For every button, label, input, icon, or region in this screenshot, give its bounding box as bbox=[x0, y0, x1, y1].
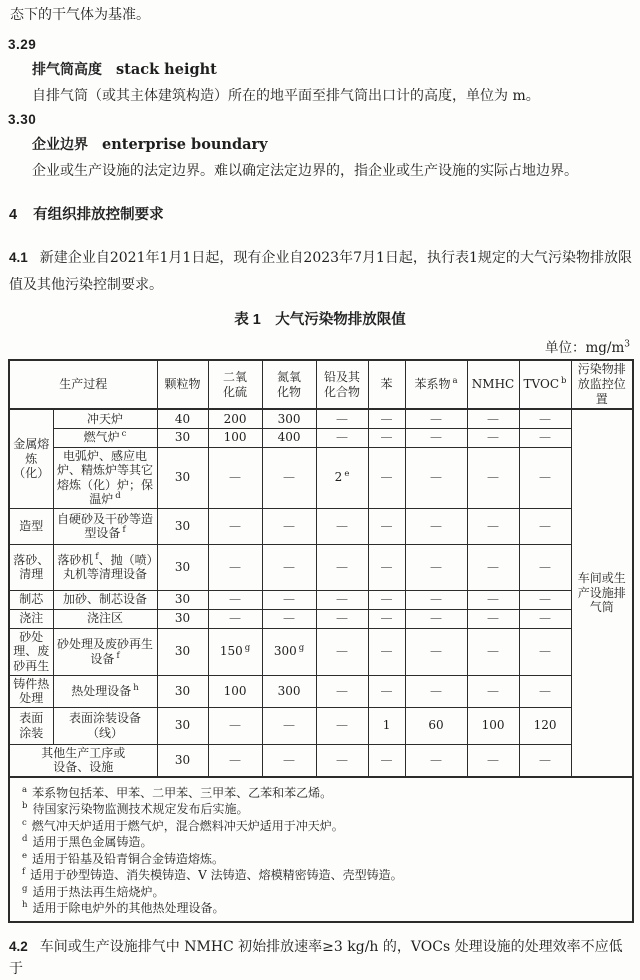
dash-cell: — bbox=[519, 428, 571, 447]
footnote: $^f$ 适用于砂型铸造、消失模铸造、V 法铸造、熔模精密铸造、壳型铸造。 bbox=[22, 867, 403, 882]
dash-cell: — bbox=[208, 609, 262, 628]
header-nmhc: NMHC bbox=[467, 360, 519, 409]
dash-cell: — bbox=[316, 544, 368, 590]
definition-3-30: 企业或生产设施的法定边界。难以确定法定边界的，指企业或生产设施的实际占地边界。 bbox=[32, 163, 578, 179]
process-group-cell: 表面 涂装 bbox=[9, 707, 53, 744]
header-tvoc: TVOC $^b$ bbox=[519, 360, 571, 409]
dash-cell: — bbox=[467, 428, 519, 447]
dash-cell: — bbox=[208, 744, 262, 777]
footnote: $^a$ 苯系物包括苯、甲苯、二甲苯、三甲苯、乙苯和苯乙烯。 bbox=[22, 784, 333, 800]
process-group-cell: 砂处 理、废 砂再生 bbox=[9, 628, 53, 675]
dash-cell: — bbox=[519, 508, 571, 544]
value-cell: 30 bbox=[157, 675, 208, 707]
dash-cell: — bbox=[467, 675, 519, 707]
dash-cell: — bbox=[316, 628, 368, 675]
value-cell: 30 bbox=[157, 544, 208, 590]
value-cell: 100 bbox=[208, 428, 262, 447]
value-cell: 2 $^e$ bbox=[316, 447, 368, 508]
footnote: $^h$ 适用于除电炉外的其他热处理设备。 bbox=[22, 900, 225, 915]
dash-cell: — bbox=[405, 628, 467, 675]
dash-cell: — bbox=[405, 409, 467, 428]
value-cell: 400 bbox=[262, 428, 316, 447]
value-cell: 100 bbox=[467, 707, 519, 744]
value-cell: 300 bbox=[262, 409, 316, 428]
dash-cell: — bbox=[208, 447, 262, 508]
dash-cell: — bbox=[262, 590, 316, 609]
clause-number-3-30: 3.30 bbox=[8, 112, 37, 127]
dash-cell: — bbox=[368, 609, 405, 628]
dash-cell: — bbox=[467, 628, 519, 675]
dash-cell: — bbox=[405, 544, 467, 590]
dash-cell: — bbox=[208, 544, 262, 590]
header-particulate: 颗粒物 bbox=[157, 360, 208, 409]
dash-cell: — bbox=[316, 675, 368, 707]
dash-cell: — bbox=[262, 609, 316, 628]
footnotes-row bbox=[9, 777, 633, 922]
dash-cell: — bbox=[467, 409, 519, 428]
dash-cell: — bbox=[467, 544, 519, 590]
dash-cell: — bbox=[467, 508, 519, 544]
section-4-heading bbox=[9, 203, 632, 224]
process-group-cell: 制芯 bbox=[9, 590, 53, 609]
value-cell: 200 bbox=[208, 409, 262, 428]
dash-cell: — bbox=[519, 544, 571, 590]
dash-cell: — bbox=[467, 744, 519, 777]
dash-cell: — bbox=[368, 409, 405, 428]
clause-number-3-29: 3.29 bbox=[8, 37, 37, 52]
dash-cell: — bbox=[316, 409, 368, 428]
term-heading-3-29 bbox=[32, 59, 632, 79]
value-cell: 加砂、制芯设备 bbox=[53, 590, 157, 609]
dash-cell: — bbox=[368, 508, 405, 544]
clause-4-1-paragraph bbox=[9, 244, 632, 299]
dash-cell: — bbox=[368, 447, 405, 508]
value-cell: 自硬砂及干砂等造型设备 $^f$ bbox=[53, 508, 157, 544]
dash-cell: — bbox=[262, 447, 316, 508]
dash-cell: — bbox=[208, 508, 262, 544]
value-cell: 120 bbox=[519, 707, 571, 744]
value-cell: 150 $^g$ bbox=[208, 628, 262, 675]
dash-cell: — bbox=[467, 447, 519, 508]
monitor-position-cell: 车间或生 产设施排 气筒 bbox=[571, 409, 633, 777]
dash-cell: — bbox=[519, 447, 571, 508]
value-cell: 100 bbox=[208, 675, 262, 707]
value-cell: 300 bbox=[262, 675, 316, 707]
value-cell: 60 bbox=[405, 707, 467, 744]
value-cell: 电弧炉、感应电炉、精炼炉等其它熔炼（化）炉；保温炉 $^d$ bbox=[53, 447, 157, 508]
value-cell: 300 $^g$ bbox=[262, 628, 316, 675]
table-header-row bbox=[9, 360, 633, 409]
dash-cell: — bbox=[467, 609, 519, 628]
header-so2: 二氧 化硫 bbox=[208, 360, 262, 409]
dash-cell: — bbox=[368, 628, 405, 675]
table-row bbox=[9, 544, 633, 590]
dash-cell: — bbox=[368, 428, 405, 447]
value-cell: 冲天炉 bbox=[53, 409, 157, 428]
dash-cell: — bbox=[262, 744, 316, 777]
dash-cell: — bbox=[316, 590, 368, 609]
header-monitor-position: 污染物排 放监控位 置 bbox=[571, 360, 633, 409]
definition-3-29: 自排气筒（或其主体建筑构造）所在的地平面至排气筒出口计的高度，单位为 m。 bbox=[32, 88, 540, 104]
dash-cell: — bbox=[519, 744, 571, 777]
emission-table bbox=[8, 359, 634, 923]
dash-cell: — bbox=[467, 590, 519, 609]
dash-cell: — bbox=[262, 707, 316, 744]
value-cell: 落砂机 $^f$、抛（喷）丸机等清理设备 bbox=[53, 544, 157, 590]
dash-cell: — bbox=[519, 609, 571, 628]
dash-cell: — bbox=[316, 744, 368, 777]
table-row bbox=[9, 628, 633, 675]
dash-cell: — bbox=[405, 508, 467, 544]
table-row bbox=[9, 707, 633, 744]
dash-cell: — bbox=[316, 428, 368, 447]
process-group-cell: 铸件热 处理 bbox=[9, 675, 53, 707]
value-cell: 30 bbox=[157, 428, 208, 447]
dash-cell: — bbox=[316, 508, 368, 544]
value-cell: 1 bbox=[368, 707, 405, 744]
dash-cell: — bbox=[405, 609, 467, 628]
term-heading-3-30 bbox=[32, 134, 632, 154]
footnote: $^d$ 适用于黑色金属铸造。 bbox=[22, 834, 153, 849]
clause-number: 4.1 bbox=[9, 250, 28, 265]
dash-cell: — bbox=[368, 544, 405, 590]
header-production-process: 生产过程 bbox=[9, 360, 157, 409]
header-benzene-series: 苯系物 $^a$ bbox=[405, 360, 467, 409]
dash-cell: — bbox=[262, 508, 316, 544]
dash-cell: — bbox=[519, 409, 571, 428]
clause-4-2-paragraph bbox=[9, 936, 632, 980]
header-nox: 氮氧 化物 bbox=[262, 360, 316, 409]
header-lead: 铅及其 化合物 bbox=[316, 360, 368, 409]
table-footnotes bbox=[9, 777, 633, 922]
process-group-cell: 造型 bbox=[9, 508, 53, 544]
term-en: enterprise boundary bbox=[102, 136, 268, 153]
clause-number: 4.2 bbox=[9, 938, 28, 954]
dash-cell: — bbox=[405, 744, 467, 777]
value-cell: 30 bbox=[157, 744, 208, 777]
value-cell: 热处理设备 $^h$ bbox=[53, 675, 157, 707]
value-cell: 30 bbox=[157, 508, 208, 544]
value-cell: 浇注区 bbox=[53, 609, 157, 628]
process-group-cell: 金属熔 炼（化） bbox=[9, 409, 53, 508]
value-cell: 30 bbox=[157, 628, 208, 675]
dash-cell: — bbox=[519, 675, 571, 707]
dash-cell: — bbox=[368, 744, 405, 777]
table-row bbox=[9, 447, 633, 508]
footnote: $^c$ 燃气冲天炉适用于燃气炉，混合燃料冲天炉适用于冲天炉。 bbox=[22, 817, 344, 833]
dash-cell: — bbox=[519, 628, 571, 675]
footnote: $^g$ 适用于热法再生焙烧炉。 bbox=[22, 883, 165, 899]
process-group-cell: 浇注 bbox=[9, 609, 53, 628]
dash-cell: — bbox=[405, 590, 467, 609]
footnote: $^b$ 待国家污染物监测技术规定发布后实施。 bbox=[22, 801, 249, 816]
dash-cell: — bbox=[262, 544, 316, 590]
value-cell: 表面涂装设备 （线） bbox=[53, 707, 157, 744]
value-cell: 砂处理及废砂再生设备 $^f$ bbox=[53, 628, 157, 675]
unit-label: 单位：$mg/m^3$ bbox=[544, 339, 630, 356]
dash-cell: — bbox=[405, 447, 467, 508]
dash-cell: — bbox=[519, 590, 571, 609]
header-benzene: 苯 bbox=[368, 360, 405, 409]
footnote: $^e$ 适用于铅基及铅青铜合金铸造熔炼。 bbox=[22, 850, 225, 866]
table-row bbox=[9, 428, 633, 447]
dash-cell: — bbox=[208, 590, 262, 609]
value-cell: 30 bbox=[157, 590, 208, 609]
unit-superscript: 3 bbox=[624, 339, 630, 350]
table-row bbox=[9, 744, 633, 777]
term-en: stack height bbox=[116, 61, 217, 78]
value-cell: 40 bbox=[157, 409, 208, 428]
dash-cell: — bbox=[208, 707, 262, 744]
process-group-cell: 落砂、 清理 bbox=[9, 544, 53, 590]
table-row bbox=[9, 609, 633, 628]
term-zh: 企业边界 bbox=[32, 136, 88, 152]
continuation-text: 态下的干气体为基准。 bbox=[10, 7, 150, 23]
table-row bbox=[9, 675, 633, 707]
section-title: 有组织排放控制要求 bbox=[33, 207, 164, 223]
table-row bbox=[9, 508, 633, 544]
table-row bbox=[9, 590, 633, 609]
table-row bbox=[9, 409, 633, 428]
table-1-title: 表 1 大气污染物排放限值 bbox=[234, 312, 406, 328]
value-cell: 燃气炉 $^c$ bbox=[53, 428, 157, 447]
clause-text: 车间或生产设施排气中 NMHC 初始排放速率≥3 kg/h 的，VOCs 处理设施的处理效率不应低于 bbox=[9, 938, 623, 977]
dash-cell: — bbox=[316, 707, 368, 744]
dash-cell: — bbox=[316, 609, 368, 628]
dash-cell: — bbox=[405, 675, 467, 707]
value-cell: 30 bbox=[157, 707, 208, 744]
dash-cell: — bbox=[405, 428, 467, 447]
dash-cell: — bbox=[368, 675, 405, 707]
section-number: 4 bbox=[9, 207, 18, 223]
value-cell: 30 bbox=[157, 447, 208, 508]
process-group-cell: 其他生产工序或 设备、设施 bbox=[9, 744, 157, 777]
dash-cell: — bbox=[368, 590, 405, 609]
term-zh: 排气筒高度 bbox=[32, 61, 102, 77]
clause-text: 新建企业自2021年1月1日起，现有企业自2023年7月1日起，执行表1规定的大气污染物排放限值及其他污染控制要求。 bbox=[9, 250, 632, 293]
value-cell: 30 bbox=[157, 609, 208, 628]
